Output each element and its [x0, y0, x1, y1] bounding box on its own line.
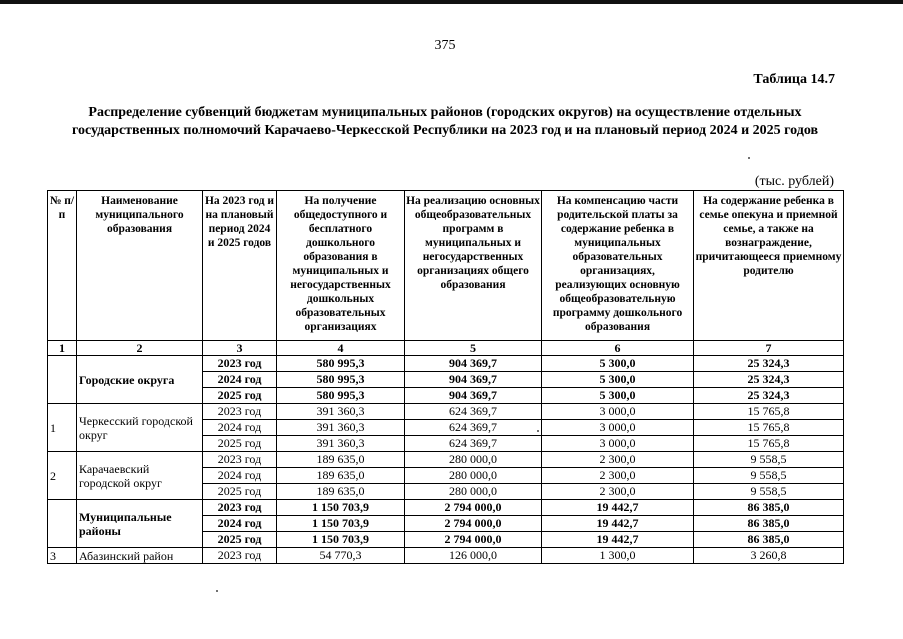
parent-compensation-value-cell: 19 442,7	[542, 500, 694, 516]
year-cell: 2024 год	[203, 468, 277, 484]
preschool-value-cell: 1 150 703,9	[277, 516, 405, 532]
general-education-value-cell: 624 369,7	[405, 436, 542, 452]
year-cell: 2024 год	[203, 420, 277, 436]
column-number-row	[48, 341, 844, 356]
general-education-value-cell: 280 000,0	[405, 484, 542, 500]
parent-compensation-value-cell: 3 000,0	[542, 436, 694, 452]
parent-compensation-value-cell: 19 442,7	[542, 516, 694, 532]
parent-compensation-value-cell: 3 000,0	[542, 404, 694, 420]
parent-compensation-value-cell: 5 300,0	[542, 356, 694, 372]
preschool-value-cell: 189 635,0	[277, 484, 405, 500]
preschool-value-cell: 189 635,0	[277, 468, 405, 484]
general-education-value-cell: 126 000,0	[405, 548, 542, 564]
header-cell-period: На 2023 год и на плановый период 2024 и 2025 годов	[203, 191, 277, 341]
parent-compensation-value-cell: 2 300,0	[542, 468, 694, 484]
parent-compensation-value-cell: 5 300,0	[542, 372, 694, 388]
municipality-name-cell: Городские округа	[77, 356, 203, 404]
row-index-cell: 2	[48, 452, 77, 500]
header-cell-preschool: На получение общедоступного и бесплатного дошкольного образования в муниципальных и негосударственных дошкольных образовательных организациях	[277, 191, 405, 341]
preschool-value-cell: 391 360,3	[277, 420, 405, 436]
foster-care-value-cell: 86 385,0	[694, 500, 844, 516]
foster-care-value-cell: 3 260,8	[694, 548, 844, 564]
parent-compensation-value-cell: 2 300,0	[542, 452, 694, 468]
row-index-cell: 3	[48, 548, 77, 564]
preschool-value-cell: 1 150 703,9	[277, 532, 405, 548]
table-row	[48, 356, 844, 372]
preschool-value-cell: 391 360,3	[277, 436, 405, 452]
row-index-cell	[48, 500, 77, 548]
foster-care-value-cell: 15 765,8	[694, 404, 844, 420]
preschool-value-cell: 189 635,0	[277, 452, 405, 468]
municipality-name-cell: Карачаевский городской округ	[77, 452, 203, 500]
foster-care-value-cell: 86 385,0	[694, 532, 844, 548]
general-education-value-cell: 280 000,0	[405, 452, 542, 468]
row-index-cell	[48, 356, 77, 404]
column-number: 4	[277, 341, 405, 356]
foster-care-value-cell: 25 324,3	[694, 372, 844, 388]
general-education-value-cell: 904 369,7	[405, 372, 542, 388]
parent-compensation-value-cell: 1 300,0	[542, 548, 694, 564]
municipality-name-cell: Муниципальные районы	[77, 500, 203, 548]
column-number: 7	[694, 341, 844, 356]
preschool-value-cell: 580 995,3	[277, 388, 405, 404]
table-row	[48, 548, 844, 564]
preschool-value-cell: 391 360,3	[277, 404, 405, 420]
year-cell: 2025 год	[203, 436, 277, 452]
foster-care-value-cell: 15 765,8	[694, 436, 844, 452]
foster-care-value-cell: 9 558,5	[694, 484, 844, 500]
column-number: 3	[203, 341, 277, 356]
scan-speck	[748, 157, 750, 159]
foster-care-value-cell: 9 558,5	[694, 468, 844, 484]
year-cell: 2025 год	[203, 388, 277, 404]
column-number: 2	[77, 341, 203, 356]
general-education-value-cell: 280 000,0	[405, 468, 542, 484]
scan-speck	[216, 590, 218, 592]
general-education-value-cell: 2 794 000,0	[405, 500, 542, 516]
scan-speck	[537, 430, 539, 432]
preschool-value-cell: 580 995,3	[277, 372, 405, 388]
row-index-cell: 1	[48, 404, 77, 452]
table-row	[48, 452, 844, 468]
general-education-value-cell: 624 369,7	[405, 404, 542, 420]
general-education-value-cell: 624 369,7	[405, 420, 542, 436]
year-cell: 2023 год	[203, 452, 277, 468]
foster-care-value-cell: 25 324,3	[694, 388, 844, 404]
header-cell-municipality: Наименование муниципального образования	[77, 191, 203, 341]
year-cell: 2023 год	[203, 548, 277, 564]
general-education-value-cell: 904 369,7	[405, 388, 542, 404]
foster-care-value-cell: 9 558,5	[694, 452, 844, 468]
column-number: 5	[405, 341, 542, 356]
column-number: 1	[48, 341, 77, 356]
header-cell-number: № п/п	[48, 191, 77, 341]
document-title: Распределение субвенций бюджетам муниципальных районов (городских округов) на осуществление отдельных государственных полномочий Карачаево-Черкесской Республики на 2023 год и на плановый период 2024 и 2025 годов	[71, 105, 819, 138]
preschool-value-cell: 54 770,3	[277, 548, 405, 564]
column-number: 6	[542, 341, 694, 356]
municipality-name-cell: Абазинский район	[77, 548, 203, 564]
year-cell: 2025 год	[203, 484, 277, 500]
year-cell: 2025 год	[203, 532, 277, 548]
header-cell-foster-care: На содержание ребенка в семье опекуна и приемной семье, а также на вознаграждение, причитающееся приемному родителю	[694, 191, 844, 341]
foster-care-value-cell: 86 385,0	[694, 516, 844, 532]
header-row	[48, 191, 844, 341]
year-cell: 2024 год	[203, 516, 277, 532]
year-cell: 2023 год	[203, 500, 277, 516]
preschool-value-cell: 1 150 703,9	[277, 500, 405, 516]
general-education-value-cell: 904 369,7	[405, 356, 542, 372]
municipality-name-cell: Черкесский городской округ	[77, 404, 203, 452]
page-number: 375	[434, 38, 456, 53]
parent-compensation-value-cell: 3 000,0	[542, 420, 694, 436]
units-label: (тыс. рублей)	[754, 174, 834, 189]
table-row	[48, 404, 844, 420]
parent-compensation-value-cell: 5 300,0	[542, 388, 694, 404]
year-cell: 2024 год	[203, 372, 277, 388]
year-cell: 2023 год	[203, 404, 277, 420]
preschool-value-cell: 580 995,3	[277, 356, 405, 372]
header-cell-parent-compensation: На компенсацию части родительской платы за содержание ребенка в муниципальных образовательных организациях, реализующих основную общеобразовательную программу дошкольного образования	[542, 191, 694, 341]
parent-compensation-value-cell: 2 300,0	[542, 484, 694, 500]
header-cell-general-education: На реализацию основных общеобразовательных программ в муниципальных и негосударственных организациях общего образования	[405, 191, 542, 341]
general-education-value-cell: 2 794 000,0	[405, 516, 542, 532]
foster-care-value-cell: 25 324,3	[694, 356, 844, 372]
top-border-line	[0, 0, 903, 4]
subsidy-table	[47, 190, 844, 564]
parent-compensation-value-cell: 19 442,7	[542, 532, 694, 548]
general-education-value-cell: 2 794 000,0	[405, 532, 542, 548]
foster-care-value-cell: 15 765,8	[694, 420, 844, 436]
table-row	[48, 500, 844, 516]
year-cell: 2023 год	[203, 356, 277, 372]
table-label: Таблица 14.7	[753, 72, 835, 87]
